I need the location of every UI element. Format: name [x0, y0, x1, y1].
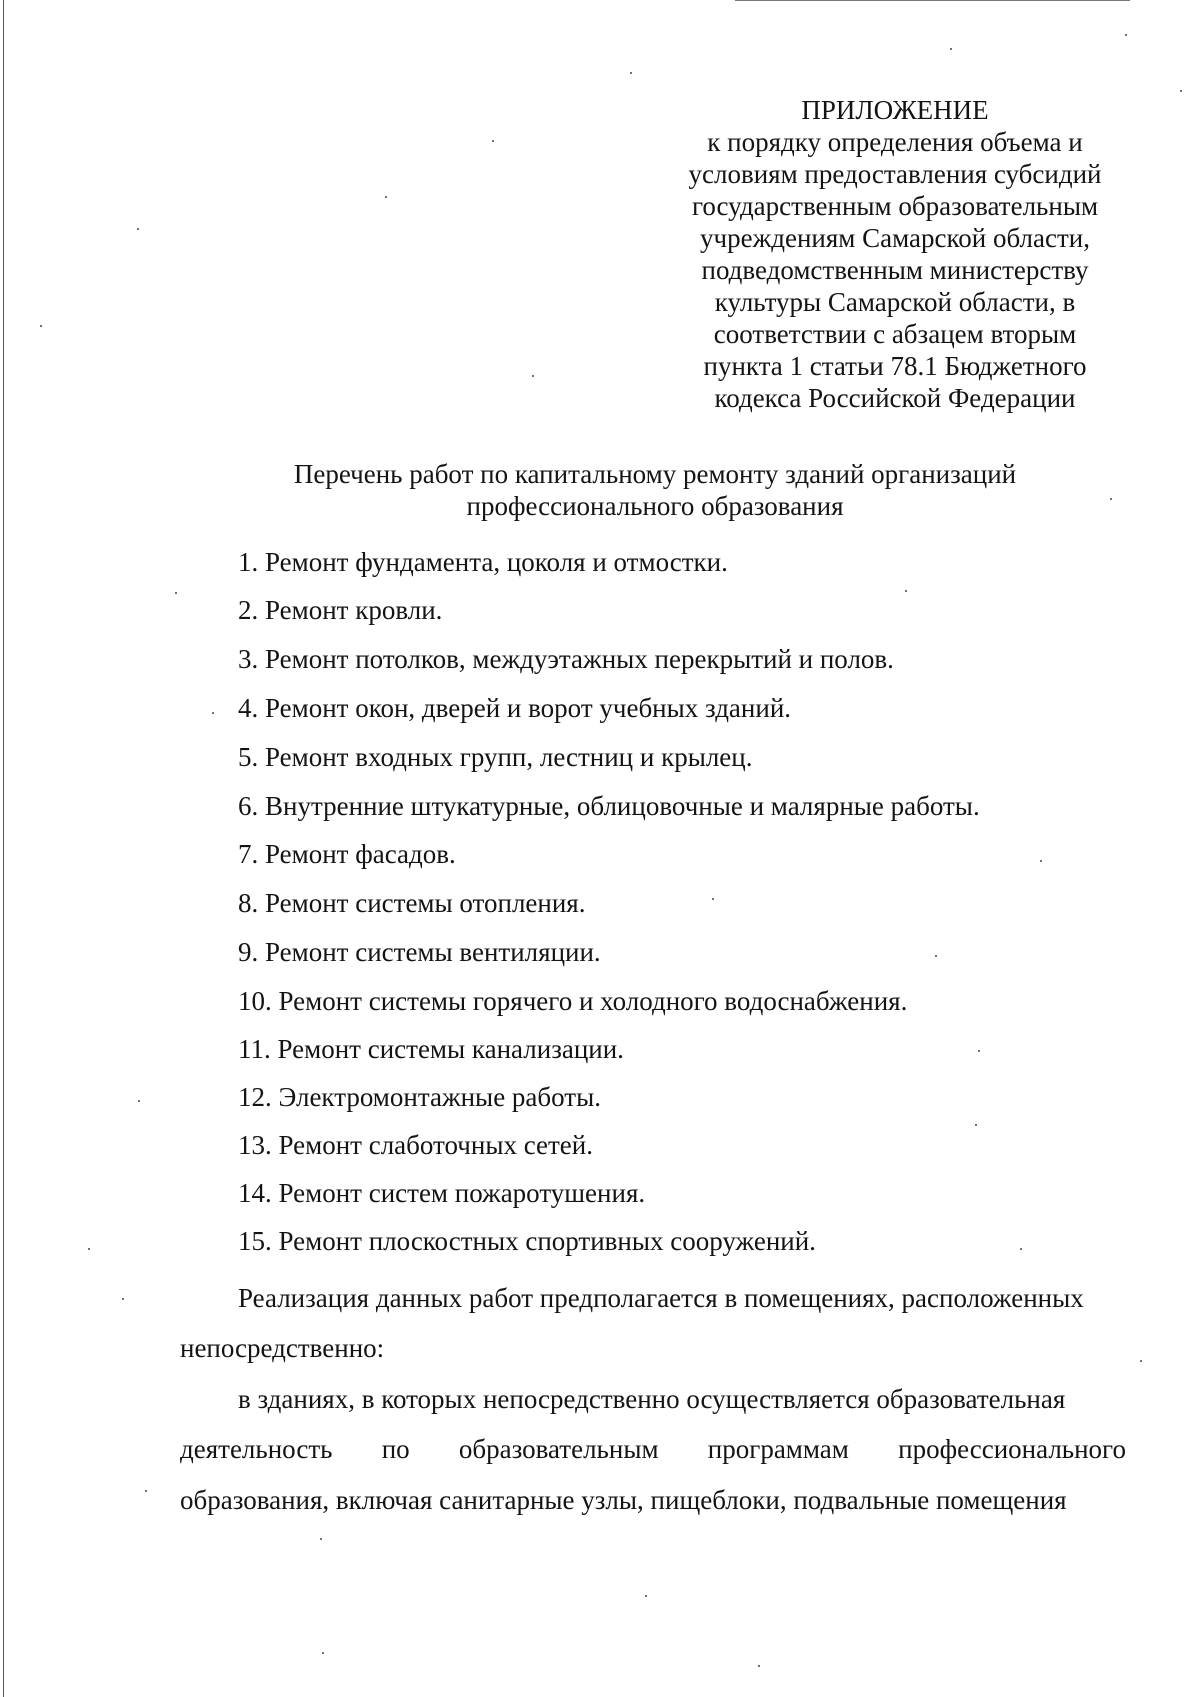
list-item: 4. Ремонт окон, дверей и ворот учебных зданий. [238, 693, 792, 723]
annex-line: подведомственным министерству [701, 255, 1089, 285]
scan-speck [492, 140, 494, 142]
word: деятельность [180, 1434, 333, 1464]
annex-line: учреждениям Самарской области, [700, 223, 1090, 253]
list-item: 15. Ремонт плоскостных спортивных сооружений. [238, 1226, 816, 1256]
scan-speck [950, 48, 952, 50]
annex-title: ПРИЛОЖЕНИЕ [801, 95, 989, 125]
scan-speck [385, 196, 387, 198]
scan-speck [145, 1490, 147, 1492]
scan-edge [3, 0, 4, 1697]
scan-speck [137, 228, 139, 230]
word: профессионального [898, 1434, 1126, 1464]
scan-speck [212, 712, 214, 714]
scan-speck [122, 1298, 124, 1300]
scan-speck [1125, 34, 1127, 36]
scan-speck [905, 590, 907, 592]
paragraph-line: непосредственно: [180, 1333, 385, 1363]
annex-line: государственным образовательным [691, 191, 1099, 221]
list-item: 8. Ремонт системы отопления. [238, 888, 586, 918]
scan-speck [712, 898, 714, 900]
annex-line: кодекса Российской Федерации [714, 383, 1076, 413]
scan-speck [645, 1595, 647, 1597]
list-item: 11. Ремонт системы канализации. [238, 1034, 624, 1064]
list-title [180, 458, 1130, 522]
annex-header [660, 94, 1130, 414]
paragraph-line-justified [180, 1433, 1126, 1465]
annex-line: к порядку определения объема и [707, 127, 1083, 157]
paragraph-line: в зданиях, в которых непосредственно осуществляется образовательная [238, 1384, 1066, 1414]
scan-speck [630, 72, 632, 74]
scan-speck [1040, 860, 1042, 862]
list-item: 3. Ремонт потолков, междуэтажных перекрытий и полов. [238, 644, 894, 674]
annex-line: соответствии с абзацем вторым [713, 319, 1077, 349]
annex-line: условиям предоставления субсидий [688, 159, 1102, 189]
list-title-line: профессионального образования [466, 491, 844, 521]
scan-speck [1140, 1360, 1142, 1362]
list-item: 1. Ремонт фундамента, цоколя и отмостки. [238, 547, 728, 577]
list-item: 13. Ремонт слаботочных сетей. [238, 1130, 593, 1160]
list-item: 2. Ремонт кровли. [238, 595, 443, 625]
word: по [381, 1434, 410, 1464]
list-item: 7. Ремонт фасадов. [238, 839, 456, 869]
scan-speck [88, 1248, 90, 1250]
scan-speck [40, 325, 42, 327]
paragraph-line: образования, включая санитарные узлы, пищеблоки, подвальные помещения [180, 1485, 1067, 1515]
scan-speck [935, 955, 937, 957]
scan-speck [320, 1538, 322, 1540]
list-item: 10. Ремонт системы горячего и холодного водоснабжения. [238, 986, 908, 1016]
scan-speck [1110, 498, 1112, 500]
scan-speck [978, 1050, 980, 1052]
word: образовательным [458, 1434, 659, 1464]
annex-line: пункта 1 статьи 78.1 Бюджетного [703, 351, 1087, 381]
scan-top-edge [735, 0, 1130, 1]
scan-speck [322, 1652, 324, 1654]
scan-speck [975, 1124, 977, 1126]
word: программам [707, 1434, 849, 1464]
scan-speck [138, 1100, 140, 1102]
list-item: 12. Электромонтажные работы. [238, 1082, 601, 1112]
annex-line: культуры Самарской области, в [714, 287, 1076, 317]
list-item: 5. Ремонт входных групп, лестниц и крылец. [238, 742, 753, 772]
list-item: 6. Внутренние штукатурные, облицовочные и малярные работы. [238, 791, 980, 821]
scan-speck [1020, 1248, 1022, 1250]
paragraph-line: Реализация данных работ предполагается в помещениях, расположенных [238, 1283, 1084, 1313]
list-item: 9. Ремонт системы вентиляции. [238, 937, 601, 967]
list-item: 14. Ремонт систем пожаротушения. [238, 1178, 646, 1208]
scan-speck [1180, 90, 1182, 92]
scan-speck [758, 1665, 760, 1667]
scan-speck [532, 375, 534, 377]
scan-speck [175, 592, 177, 594]
list-title-line: Перечень работ по капитальному ремонту зданий организаций [293, 459, 1017, 489]
